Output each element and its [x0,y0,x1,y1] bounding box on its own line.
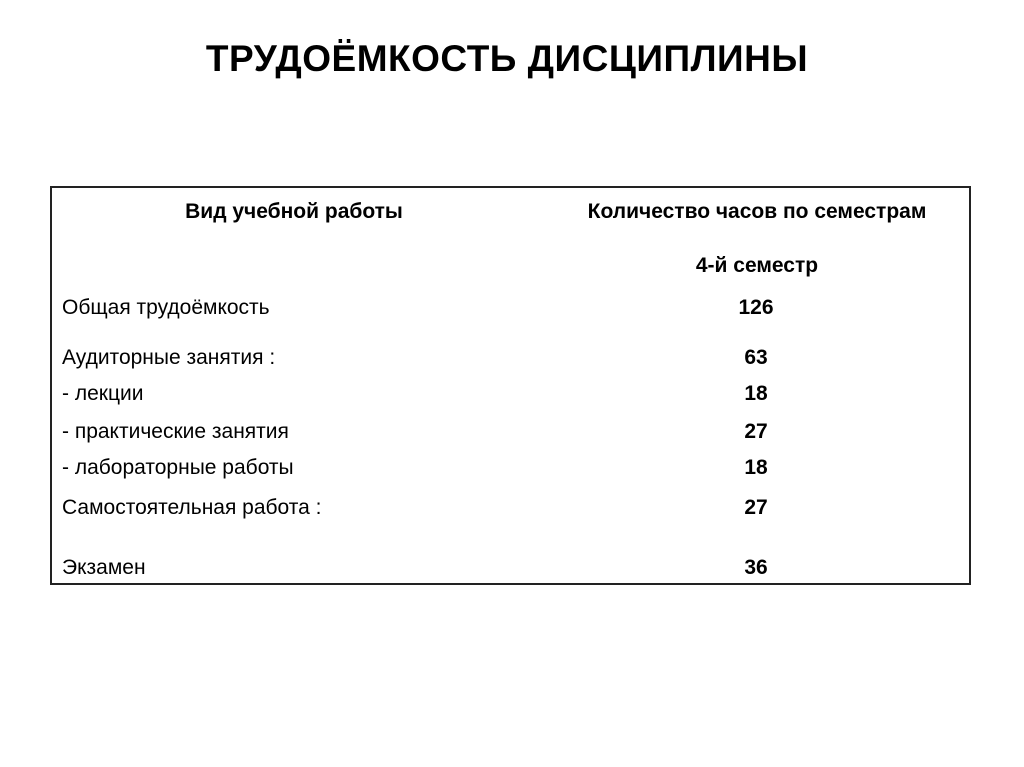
row-label-lectures: - лекции [62,382,144,405]
row-value-classroom: 63 [744,346,768,369]
row-label-exam: Экзамен [62,556,146,579]
row-label-independent: Самостоятельная работа : [62,496,322,519]
row-value-independent: 27 [744,496,768,519]
workload-table [50,186,971,585]
row-value-total: 126 [738,296,774,319]
row-value-practical: 27 [744,420,768,443]
row-label-practical: - практические занятия [62,420,289,443]
row-label-labs: - лабораторные работы [62,456,294,479]
page-title: ТРУДОЁМКОСТЬ ДИСЦИПЛИНЫ [205,38,809,79]
table-header-type: Вид учебной работы [185,200,403,223]
table-subheader-semester: 4-й семестр [695,254,819,277]
row-value-labs: 18 [744,456,768,479]
row-label-total: Общая трудоёмкость [62,296,270,319]
row-value-exam: 36 [744,556,768,579]
table-header-hours: Количество часов по семестрам [587,200,927,223]
row-value-lectures: 18 [744,382,768,405]
row-label-classroom: Аудиторные занятия : [62,346,276,369]
